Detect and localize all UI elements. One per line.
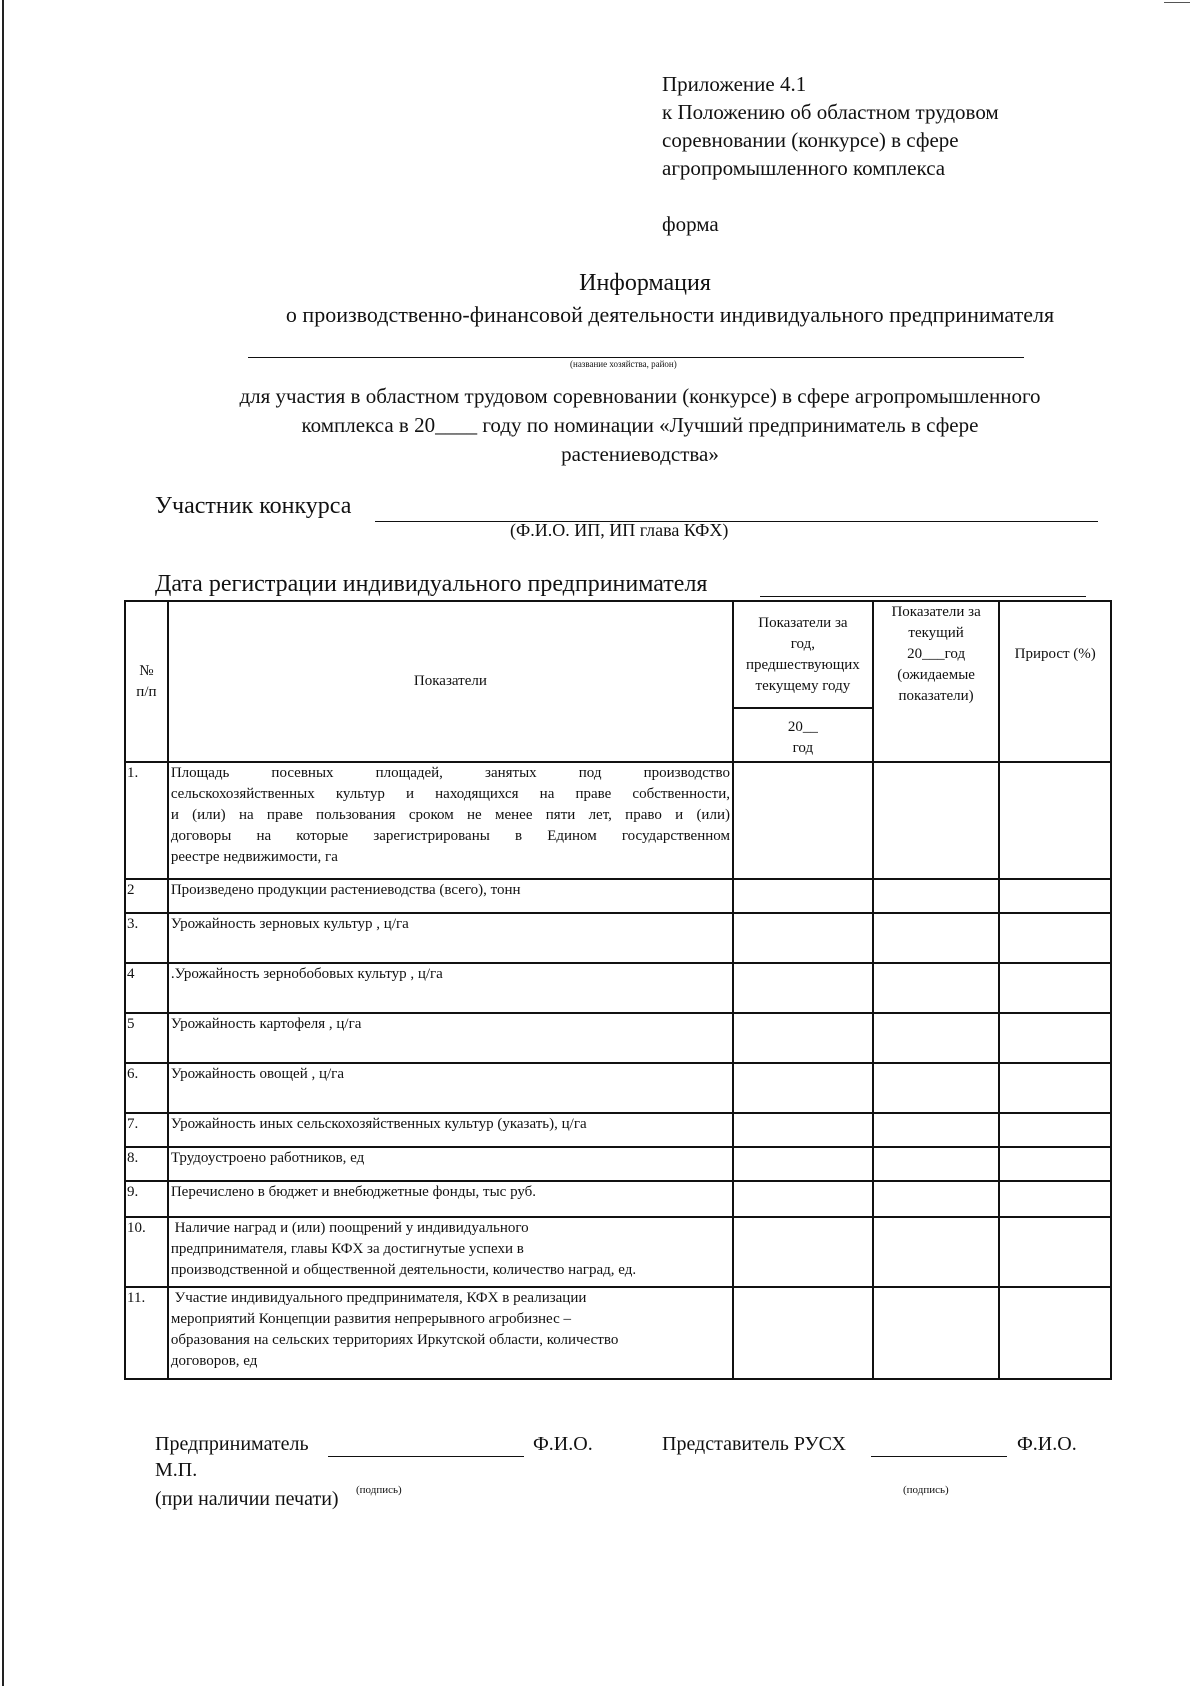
cell-current-value[interactable] (873, 1181, 1000, 1217)
cell-growth-value[interactable] (999, 1013, 1111, 1063)
indicator-line: Урожайность картофеля , ц/га (170, 1016, 362, 1032)
participant-label: Участник конкурса (155, 493, 352, 519)
representative-signature-line[interactable] (871, 1456, 1007, 1457)
cell-current-value[interactable] (873, 1217, 1000, 1287)
registration-date-label: Дата регистрации индивидуального предпринимателя (155, 571, 708, 597)
purpose-line-2: комплекса в 20____ году по номинации «Лучший предприниматель в сфере (301, 413, 979, 437)
header-current-year: Показатели за текущий 20___год (ожидаемые показатели) (873, 601, 1000, 762)
cell-prev-value[interactable] (733, 879, 873, 913)
table-row (125, 963, 1111, 1013)
row-number: 11. (125, 1287, 168, 1379)
signature-caption-right: (подпись) (903, 1484, 949, 1496)
table-row (125, 1013, 1111, 1063)
table-header-row (125, 601, 1111, 708)
cell-growth-value[interactable] (999, 1113, 1111, 1147)
cell-current-value[interactable] (873, 963, 1000, 1013)
table-row (125, 1217, 1111, 1287)
signature-caption-left: (подпись) (356, 1484, 402, 1496)
cell-prev-value[interactable] (733, 1287, 873, 1379)
scan-mark (1164, 2, 1190, 3)
header-indicators: Показатели (168, 601, 733, 762)
registration-date-line[interactable] (760, 596, 1086, 597)
row-number: 2 (125, 879, 168, 913)
farm-name-caption: (название хозяйства, район) (570, 359, 677, 369)
cell-current-value[interactable] (873, 1147, 1000, 1181)
row-number: 4 (125, 963, 168, 1013)
cell-prev-value[interactable] (733, 1217, 873, 1287)
indicator-line: Урожайность иных сельскохозяйственных культур (указать), ц/га (170, 1116, 587, 1132)
indicator-line: Наличие наград и (или) поощрений у индивидуального (170, 1220, 529, 1236)
row-indicator (168, 1013, 733, 1063)
indicator-line: договоры на которые зарегистрированы в Едином государственном (170, 828, 730, 844)
document-title: Информация (579, 270, 711, 296)
row-number: 8. (125, 1147, 168, 1181)
table-row (125, 913, 1111, 963)
cell-current-value[interactable] (873, 913, 1000, 963)
cell-growth-value[interactable] (999, 879, 1111, 913)
cell-prev-value[interactable] (733, 1181, 873, 1217)
indicator-line: Урожайность овощей , ц/га (170, 1066, 344, 1082)
table-row (125, 1181, 1111, 1217)
cell-growth-value[interactable] (999, 1217, 1111, 1287)
cell-current-value[interactable] (873, 1063, 1000, 1113)
row-number: 5 (125, 1013, 168, 1063)
indicator-line: сельскохозяйственных культур и находящихся на праве собственности, (170, 786, 730, 802)
cell-prev-value[interactable] (733, 762, 873, 879)
form-label: форма (662, 212, 719, 236)
participant-name-line[interactable] (375, 521, 1098, 522)
header-growth: Прирост (%) (999, 601, 1111, 762)
indicator-line: Произведено продукции растениеводства (всего), тонн (170, 882, 521, 898)
row-indicator (168, 1181, 733, 1217)
cell-growth-value[interactable] (999, 1063, 1111, 1113)
cell-growth-value[interactable] (999, 913, 1111, 963)
entrepreneur-label: Предприниматель (155, 1433, 309, 1455)
purpose-line-1: для участия в областном трудовом соревновании (конкурсе) в сфере агропромышленного (239, 384, 1041, 408)
appendix-line-2: к Положению об областном трудовом (662, 100, 999, 124)
cell-prev-value[interactable] (733, 1013, 873, 1063)
row-number: 9. (125, 1181, 168, 1217)
purpose-text (160, 382, 1120, 469)
cell-growth-value[interactable] (999, 1181, 1111, 1217)
representative-label: Представитель РУСХ (662, 1433, 846, 1455)
indicator-line: образования на сельских территориях Иркутской области, количество (170, 1332, 619, 1348)
header-previous-year: Показатели за год, предшествующих текущему году (733, 601, 873, 708)
header-previous-year-value: 20__ год (733, 708, 873, 762)
row-number: 6. (125, 1063, 168, 1113)
cell-prev-value[interactable] (733, 1147, 873, 1181)
row-indicator (168, 1147, 733, 1181)
cell-prev-value[interactable] (733, 1113, 873, 1147)
stamp-note: (при наличии печати) (155, 1488, 339, 1510)
row-indicator (168, 913, 733, 963)
indicator-line: Участие индивидуального предпринимателя, КФХ в реализации (170, 1290, 587, 1306)
indicator-line: .Урожайность зернобобовых культур , ц/га (170, 966, 443, 982)
indicator-line: Площадь посевных площадей, занятых под производство (170, 765, 730, 781)
row-indicator (168, 963, 733, 1013)
appendix-line-4: агропромышленного комплекса (662, 156, 946, 180)
appendix-line-1: Приложение 4.1 (662, 72, 807, 96)
table-row (125, 1113, 1111, 1147)
indicator-line: и (или) на праве пользования сроком не менее пяти лет, право и (или) (170, 807, 730, 823)
row-indicator (168, 1063, 733, 1113)
cell-prev-value[interactable] (733, 1063, 873, 1113)
cell-current-value[interactable] (873, 1013, 1000, 1063)
header-num: № п/п (125, 601, 168, 762)
cell-growth-value[interactable] (999, 762, 1111, 879)
cell-current-value[interactable] (873, 762, 1000, 879)
indicator-line: Трудоустроено работников, ед (170, 1150, 365, 1166)
appendix-block (662, 70, 999, 182)
entrepreneur-signature-line[interactable] (328, 1456, 524, 1457)
table-row (125, 879, 1111, 913)
cell-growth-value[interactable] (999, 963, 1111, 1013)
farm-name-line[interactable] (248, 357, 1024, 358)
indicator-line: Урожайность зерновых культур , ц/га (170, 916, 409, 932)
document-subtitle: о производственно-финансовой деятельности индивидуального предпринимателя (285, 302, 1055, 327)
indicator-line: мероприятий Концепции развития непрерывного агробизнес – (170, 1311, 571, 1327)
row-indicator (168, 1113, 733, 1147)
cell-current-value[interactable] (873, 1287, 1000, 1379)
indicator-line: договоров, ед (170, 1353, 258, 1369)
table-row (125, 1063, 1111, 1113)
appendix-line-3: соревновании (конкурсе) в сфере (662, 128, 959, 152)
indicator-line: производственной и общественной деятельности, количество наград, ед. (170, 1262, 637, 1278)
row-number: 3. (125, 913, 168, 963)
stamp-mp: М.П. (155, 1459, 198, 1481)
indicator-line: реестре недвижимости, га (170, 849, 338, 865)
cell-current-value[interactable] (873, 879, 1000, 913)
table-row (125, 762, 1111, 879)
participant-caption: (Ф.И.О. ИП, ИП глава КФХ) (510, 520, 729, 540)
row-indicator (168, 879, 733, 913)
row-number: 7. (125, 1113, 168, 1147)
cell-current-value[interactable] (873, 1113, 1000, 1147)
row-number: 1. (125, 762, 168, 879)
indicators-table (124, 600, 1112, 1380)
cell-prev-value[interactable] (733, 913, 873, 963)
row-indicator (168, 1287, 733, 1379)
table-row (125, 1147, 1111, 1181)
row-number: 10. (125, 1217, 168, 1287)
cell-growth-value[interactable] (999, 1287, 1111, 1379)
row-indicator (168, 1217, 733, 1287)
table-row (125, 1287, 1111, 1379)
entrepreneur-fio: Ф.И.О. (533, 1433, 593, 1455)
cell-prev-value[interactable] (733, 963, 873, 1013)
row-indicator (168, 762, 733, 879)
indicator-line: предпринимателя, главы КФХ за достигнутые успехи в (170, 1241, 524, 1257)
purpose-line-3: растениеводства» (561, 442, 719, 466)
table-body (125, 762, 1111, 1379)
cell-growth-value[interactable] (999, 1147, 1111, 1181)
indicator-line: Перечислено в бюджет и внебюджетные фонды, тыс руб. (170, 1184, 537, 1200)
representative-fio: Ф.И.О. (1017, 1433, 1077, 1455)
scan-edge-line (2, 0, 4, 1686)
